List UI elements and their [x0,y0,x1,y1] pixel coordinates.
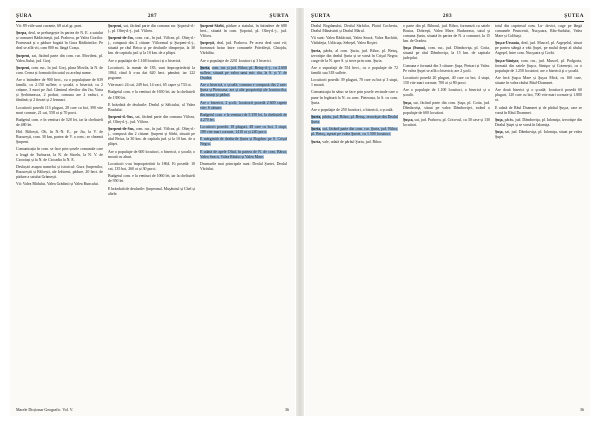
entry-text: Locuitorii posedă: 39 pluguri, 70 care cu boi și 3 stupi, 1 moară. [311,78,398,88]
entry-text: Are o întindere de 900 hect., cu o populațiune de 639 familii, cu 2.150 suflete; o școală, o biserică; cu 2 crâșme, 3 mori pe Jiul. Căminul elevilor din Jiu, Vatra și Șerbăneasca, 2 poduri, comuna are 2 vaduri, o fântână; și 2 fierari și 2 lemnari. [16,78,103,103]
entry-text: Are o suprafaţă de 554 hect., cu o populaţie de 72 familii sau 318 suflete. [311,65,398,75]
dictionary-entry [403,24,490,44]
entry-paragraph [16,54,103,64]
dictionary-entry [108,24,195,34]
dictionary-entry [16,78,103,103]
entry-paragraph [16,66,103,76]
entry-text: Are o populaţie de 1.168 locuitori și o biserică. [108,58,182,63]
right-page-number: 283 [442,13,453,19]
entry-text: Comuna e formată din 3 cătune: Şuşa, Pietrari și Valea. Pe valea Şuşei se află o biserică; are 2 şcoli. [403,63,490,73]
entry-paragraph [403,88,490,98]
entry-paragraph [108,174,195,184]
entry-paragraph [16,147,103,162]
dictionary-entry [495,130,582,140]
entry-headword: Şuşca-Sănişor, [495,58,519,63]
entry-paragraph [200,113,287,123]
dictionary-entry [495,76,582,86]
text-column [403,24,490,402]
right-header-left: ŞURTA [311,13,331,19]
dictionary-entry [200,66,287,81]
dictionary-entry [108,59,195,64]
dictionary-entry [16,182,103,187]
entry-text: E mărginită de dealurile Şurta și Bogdan: pe S. Crișul Negru. [200,137,287,147]
dictionary-entry [311,24,398,34]
right-footer-number: 36 [580,407,584,412]
entry-text: Are o populaţie de 600 locuitori, o biserică, o școală; o moară cu aburi. [108,149,195,159]
right-running-head [311,12,584,22]
entry-headword: Şurta, [200,65,211,70]
book-gutter [296,8,304,416]
entry-text: Comunicaţia în sătuc se face prin şosele vecinale care o pune în legătură la N. cu com. Pietroasa, la S. cu com. Şurta. [311,90,398,105]
entry-paragraph [200,41,287,56]
entry-text: Vii sunt: Valea Rădăcinii, Valea Seacă, Valea Rachitii, Văduleţia, Urlăcuţa, Sebeşel, Valea Roşiei. [311,36,398,46]
dictionary-entry [200,24,287,39]
entry-paragraph [16,165,103,180]
entry-paragraph [495,59,582,74]
entry-paragraph [403,24,490,44]
entry-paragraph [108,90,195,100]
left-header-right: ŞURTA [269,13,289,19]
entry-paragraph [16,130,103,145]
entry-text: Locuitorii, la număr de 183, sunt împroprietăriți la 1864, când li s-au dat 620 hect. pământ; iar 122 pogoane. [108,65,195,80]
text-column [311,24,398,402]
dictionary-entry [200,162,287,172]
entry-headword: Şurta, [311,127,322,132]
entry-headword: Şurpeni-Sârbi, [200,24,225,28]
entry-paragraph [495,24,582,39]
dictionary-entry [311,127,398,137]
entry-paragraph [16,31,103,51]
left-header-left: ŞURA [16,13,33,19]
entry-text: com. rur., în jud. Vâlcea, pl. Olteţ-d.-j., compusă din 2 cătune: Vâlceanul și Şurpeni-d.-j., situată pe râul Beica și pe dealurile dimprejur, la 30 km. de capitala jud. și la 10 km. de a plăşei. [108,36,195,56]
entry-paragraph [495,41,582,56]
entry-text: o parte din pl. Bihorul, jud. Bihor, formează cu satele Bratca, Dobreşti, Valea Mare, Budureasa, satul şi comuna Şurta, situată în partea de N. a comunei, la 15 km. de Oradea. [403,24,490,44]
entry-headword: Şuşa, [403,100,412,105]
left-page-number: 287 [147,13,158,19]
entry-paragraph [311,108,398,113]
dictionary-entry [108,36,195,56]
left-footer-number: 36 [285,407,289,412]
dictionary-entry [495,24,582,39]
entry-paragraph [200,150,287,160]
entry-text: Locuitorii posedă 20 pluguri, 40 care cu boi, 4 stupi, 150 vite mari cornute, 700 oi și 80 porci. [403,75,490,86]
entry-text: E brăzdată de dealurile: Şurpeanul, Muşătoiul și Chel și altele. [108,186,195,196]
entry-text: Dealul Bogdanului, Dealul Sărbilor, Plaiul Cocheriu, Dealul Mănăstirii și Dealul Mărul. [311,24,398,34]
entry-paragraph [108,150,195,160]
entry-headword: Şurpeni-d.-Sus, [108,115,134,120]
dictionary-entry [495,59,582,74]
entry-text: Are o populaţie de 2201 locuitori și 3 biserici. [200,58,272,63]
entry-text: deal, jud. Prahova. Pe acest deal sunt vii; formează hotar între comunele Prăvălești, Chiojdu, Vărbilău. [200,41,287,56]
entry-text: deal, se prelungește în partea de N. E. a satului și comunei Rădăcineşti, jud. Prahova, pe Valea Ciorilor. Formează și o pădure bogată în Gura Rădăcinilor. Pe deal se află vii, cam 800 m. lângă Coașa. [16,31,103,51]
entry-headword: Şuşca-Ursoaia, [495,41,520,46]
dictionary-entry [403,88,490,98]
dictionary-entry [200,113,287,123]
entry-headword: Şurpa, [16,31,28,36]
right-footer [311,405,584,412]
entry-text: Locuitorii posedă 113 pluguri, 28 care cu boi, 390 vite mari cornute, 21 cai, 558 oi și 70 porci. [16,105,103,115]
dictionary-entry [16,24,103,29]
entry-paragraph [495,130,582,140]
dictionary-entry [403,46,490,61]
entry-paragraph [108,103,195,113]
dictionary-entry [311,90,398,105]
dictionary-entry [16,130,103,145]
entry-headword: Şurpeni-de-Jos, [108,36,135,41]
left-columns [16,24,289,402]
entry-paragraph [495,88,582,103]
text-column [495,24,582,402]
dictionary-entry [16,54,103,64]
entry-paragraph [108,59,195,64]
dictionary-entry [495,106,582,116]
entry-paragraph [16,78,103,103]
entry-text: Vite mari: 24 cai, 249 boi, 14 vaci, 65 capre și 733 oi. [108,83,192,88]
entry-paragraph [311,115,398,125]
dictionary-entry [200,137,287,147]
dictionary-entry [311,78,398,88]
dictionary-entry [495,88,582,103]
entry-text: Are o biserică, 2 școli; locuitorii posedă 2.600 capete vite; 6 cătune. [200,100,287,110]
entry-text: pârâu, jud. Bihor, pl. Beiuş, izvorăşte din Dealul Şurta. [311,115,398,125]
entry-text: Are două biserici şi o şcoală; locuitorii posedă 60 pluguri, 120 care cu boi, 700 vite mari cornute și 1.800 oi. [495,88,582,103]
entry-headword: Şuţa, [495,117,504,122]
entry-paragraph [311,90,398,105]
dictionary-entry [200,150,287,160]
text-column [108,24,195,402]
dictionary-entry [403,101,490,116]
entry-paragraph [495,76,582,86]
entry-paragraph [311,140,398,145]
entry-text: pârâu, al com. Şurta, jud. Bihor, pl. Beiuş, izvorăşte din dealul Şurta și se varsă în Crişul Negru; curge de la N. spre S. și trece prin com. Şurta. [311,48,398,63]
entry-paragraph [200,137,287,147]
entry-headword: Şurpeni, [108,24,123,28]
entry-paragraph [200,59,287,64]
entry-headword: Şurpeni-de-Sus, [108,127,135,132]
entry-paragraph [108,36,195,56]
entry-paragraph [200,24,287,39]
entry-paragraph [403,118,490,128]
entry-text: com. rur., jud. Muscel, pl. Podgoria, formată din satele Şuşca, Sănişor și Cotenești, cu o populaţie de 1.250 locuitori; are o biserică şi o şcoală. [495,58,582,73]
dictionary-entry [311,115,398,125]
entry-text: Are o biserică, o școală; comuna e compusă din 2 sate: Şurta și Pietroasa; are și alte proprietăți ale locuitorilor, din munți și păduri. [200,83,287,98]
dictionary-entry [108,127,195,147]
dictionary-entry [495,41,582,56]
entry-text: Vii: Valea Blidului, Valea Grădinii și Valea Runcului. [16,182,99,187]
entry-text: sat, făcând parte din comuna rur. Şopotul-d.-j., pl. Olteţ-d.-j., jud. Vâlcea. [108,24,195,34]
dictionary-entry [200,125,287,135]
entry-paragraph [108,127,195,147]
dictionary-entry [311,108,398,113]
entry-paragraph [108,83,195,88]
entry-text: Budgetul com. e la venituri de 1650 lei, iar la cheltuieli de 1390 lei. [108,90,195,100]
entry-text: Budgetul com. e în venituri de 520 lei, iar la cheltuieli de 480 lei. [16,117,103,127]
entry-text: deal, jud. Muscel, pl. Argeşelul, situat pe partea stângă a văii Şuşei, pe malul drept al râului Argeşel, între com. Nucşoara şi Corbi. [495,41,582,56]
dictionary-entry [108,83,195,88]
dictionary-entry [200,41,287,56]
entry-text: vale, udată de pârâul Şurta, jud. Bihor. [322,139,383,144]
entry-headword: Şurpeni, [16,65,31,70]
right-header-right: ŞUTEA [564,13,584,19]
entry-text: E udată de Râul Doamnei și de pârâul Şuşca, care se varsă în Râul Doamnei. [495,105,582,115]
entry-paragraph [200,125,287,135]
dictionary-entry [311,49,398,64]
entry-paragraph [311,24,398,34]
entry-paragraph [311,127,398,137]
entry-text: Hid. Bâlcești, Olt, în N.-N. E., pe Jiu, la V. de Bucureşti, com. 30 km, partea de V. a com.; se cheamă Şurpeni. [16,130,103,145]
entry-paragraph [16,106,103,116]
dictionary-entry [108,66,195,81]
right-page [305,8,590,416]
entry-text: com. rur. și jud. Bihor, pl. Beiuş-d.-j., cu 2.600 suflete, situată pe valea unui mic râu, la S. și V. de Oradea. [200,65,287,80]
dictionary-entry [403,64,490,74]
entry-paragraph [403,76,490,86]
left-page [10,8,295,416]
entry-headword: Şuţa, [495,130,504,135]
entry-headword: Şurta, [311,48,322,53]
entry-text: Deslușiri asupra numelui și istoricul: Gura Șurpenilor, Bucureștii și Bâlcești, ale Izbiceni, pădure, 20 hect. de pădure a satului Grămești. [16,164,103,179]
dictionary-entry [403,118,490,128]
dictionary-entry [108,187,195,197]
dictionary-entry [16,106,103,116]
entry-text: Drumurile mai principale sunt: Dealul Şurtei, Dealul Vârfului. [200,161,287,171]
entry-paragraph [403,64,490,74]
entry-headword: Şuşca, [403,117,414,122]
entry-text: sat, jud. Prahova, pl. Cricovul, cu 30 case și 130 locuitori. [403,117,490,127]
entry-paragraph [311,49,398,64]
entry-text: Budgetul com. e la venituri de 5.350 lei, la cheltuieli de 4.270 lei. [200,112,287,122]
entry-paragraph [16,182,103,187]
entry-paragraph [16,118,103,128]
entry-paragraph [200,101,287,111]
dictionary-entry [311,140,398,145]
entry-text: E brăzdată de dealurile: Dealul și Sălciului, al Valea Bradului. [108,102,195,112]
dictionary-entry [16,31,103,51]
dictionary-entry [108,115,195,125]
entry-paragraph [108,115,195,125]
entry-paragraph [311,66,398,76]
dictionary-entry [200,101,287,111]
entry-text: E udată de apele Oltul, în partea de N. de com. Bârsa; Valea Seacă, Valea Râului și Valea Mare. [200,149,287,159]
entry-text: Are o populaţie de 1.100 locuitori, o biserică și o școală. [403,88,490,98]
entry-text: com. rur., în jud. Gorj, plasa Movila, la N. de com. Cerna și formată din satul cu același nume. [16,65,103,75]
entry-paragraph [495,106,582,116]
text-column [16,24,103,402]
dictionary-entry [108,162,195,172]
dictionary-entry [200,59,287,64]
entry-headword: Şurpeni, [16,53,31,58]
entry-paragraph [311,78,398,88]
entry-text: sat, făcând parte din com. rur. Movileni, pl. Valea Jiului, jud. Gorj. [16,53,103,63]
left-footer [16,405,289,412]
dictionary-entry [403,76,490,86]
entry-text: Locuitorii posedă: 18 pluguri, 48 care cu boi, 3 stupi, 180 vite mari cornute, 1410 oi și 240 porci. [200,125,287,135]
entry-headword: Şurpeşti, [200,41,215,46]
dictionary-entry [108,90,195,100]
entry-paragraph [108,24,195,34]
entry-paragraph [200,66,287,81]
entry-text: sat, făcând parte din com. Şuşa, pl. Cotia, jud. Dâmboviţa, situat pe valea Dâmboviţei, având o populaţie de 600 locuitori. [403,100,490,115]
dictionary-entry [108,150,195,160]
entry-paragraph [495,118,582,128]
dictionary-entry [200,83,287,98]
entry-text: Are încă Şuşca Mare și Şuşca Mică, cu 160 case, situate în valea râului Râul-Doamnei. [495,75,582,86]
entry-text: com. rur., în jud. Vâlcea, pl. Olteţ-d.-j., compusă din 2 cătune: Şurpeni și Sârbi, situată pe râul Beica, la 30 km. de capitala jud. și la 10 km. de a plăşei. [108,127,195,147]
text-column [200,24,287,402]
dictionary-entry [311,66,398,76]
dictionary-entry [16,66,103,76]
entry-text: Vii: 89 viile sunt cuvante, 68 ai al gr. pont. [16,24,83,28]
dictionary-entry [108,103,195,113]
dictionary-entry [16,165,103,180]
dictionary-entry [495,118,582,128]
entry-text: Locuitorii s-au împroprietărit la 1864. Ei posedă: 10 cai, 135 boi, 260 oi și 30 porci. [108,161,195,171]
entry-headword: Şurta, [311,139,322,144]
dictionary-entry [16,147,103,162]
entry-text: pârâu, jud. Dâmboviţa, pl. Ialomiţa, izvorăşte din Dealul Şuţei și se varsă în Ialomiţa. [495,117,582,127]
dictionary-entry [16,118,103,128]
entry-headword: Şurta, [311,115,322,120]
entry-text: sat, făcând parte din comuna Vâlcea, pl. Olteţ-d.-j., jud. Vâlcea. [108,115,195,125]
entry-paragraph [108,66,195,81]
entry-text: totul din cuprinsul com. Lu- dovici, cuge pe lângă comunele Pruncenii, Nucşoara, Râu-Sadului, Valea Mare și Colibaşi. [495,24,582,39]
entry-text: Comunicația în com. se face prin șosele comunale care o leagă de Turburea, la N. de Săcelu, la N. V. de Cioroiași și la N. de Ciocadia la N. E. [16,147,103,162]
entry-paragraph [403,101,490,116]
dictionary-entry [311,36,398,46]
entry-paragraph [108,187,195,197]
dictionary-entry [108,174,195,184]
entry-text: pădure a statului, în întindere de 680 hect., situată în com. Şopotul, pl. Olteţ-d.-j., jud. Vâlcea. [200,24,287,39]
entry-text: sat, făcând parte din com. rur. Şurta, jud. Bihor, pl. Beiuş, aşezat pe valea Şurtei, cu 1.500 locuitori. [311,127,398,137]
left-running-head [16,12,289,22]
entry-paragraph [311,36,398,46]
entry-paragraph [16,24,103,29]
left-footer-title: Marele Dicționar Geografic. Vol. V. [16,407,74,412]
entry-paragraph [403,46,490,61]
entry-paragraph [108,162,195,172]
entry-text: Budgetul com. e la venituri de 1060 lei, iar la cheltuieli de 950 lei. [108,174,195,184]
right-columns [311,24,584,402]
entry-text: sat, jud. Dâmboviţa, pl. Ialomiţa, situat pe valea Şuţei. [495,130,582,140]
entry-text: Are o populaţie de 250 locuitori, o biserică, o școală. [311,107,394,112]
entry-headword: Şuşa (Suma), [403,46,426,51]
entry-paragraph [200,162,287,172]
entry-text: com. rur., jud. Dâmboviţa, pl. Cotia, situată pe râul Dâmboviţa, la 15 km. de capitala judeţului. [403,46,490,61]
entry-paragraph [200,83,287,98]
